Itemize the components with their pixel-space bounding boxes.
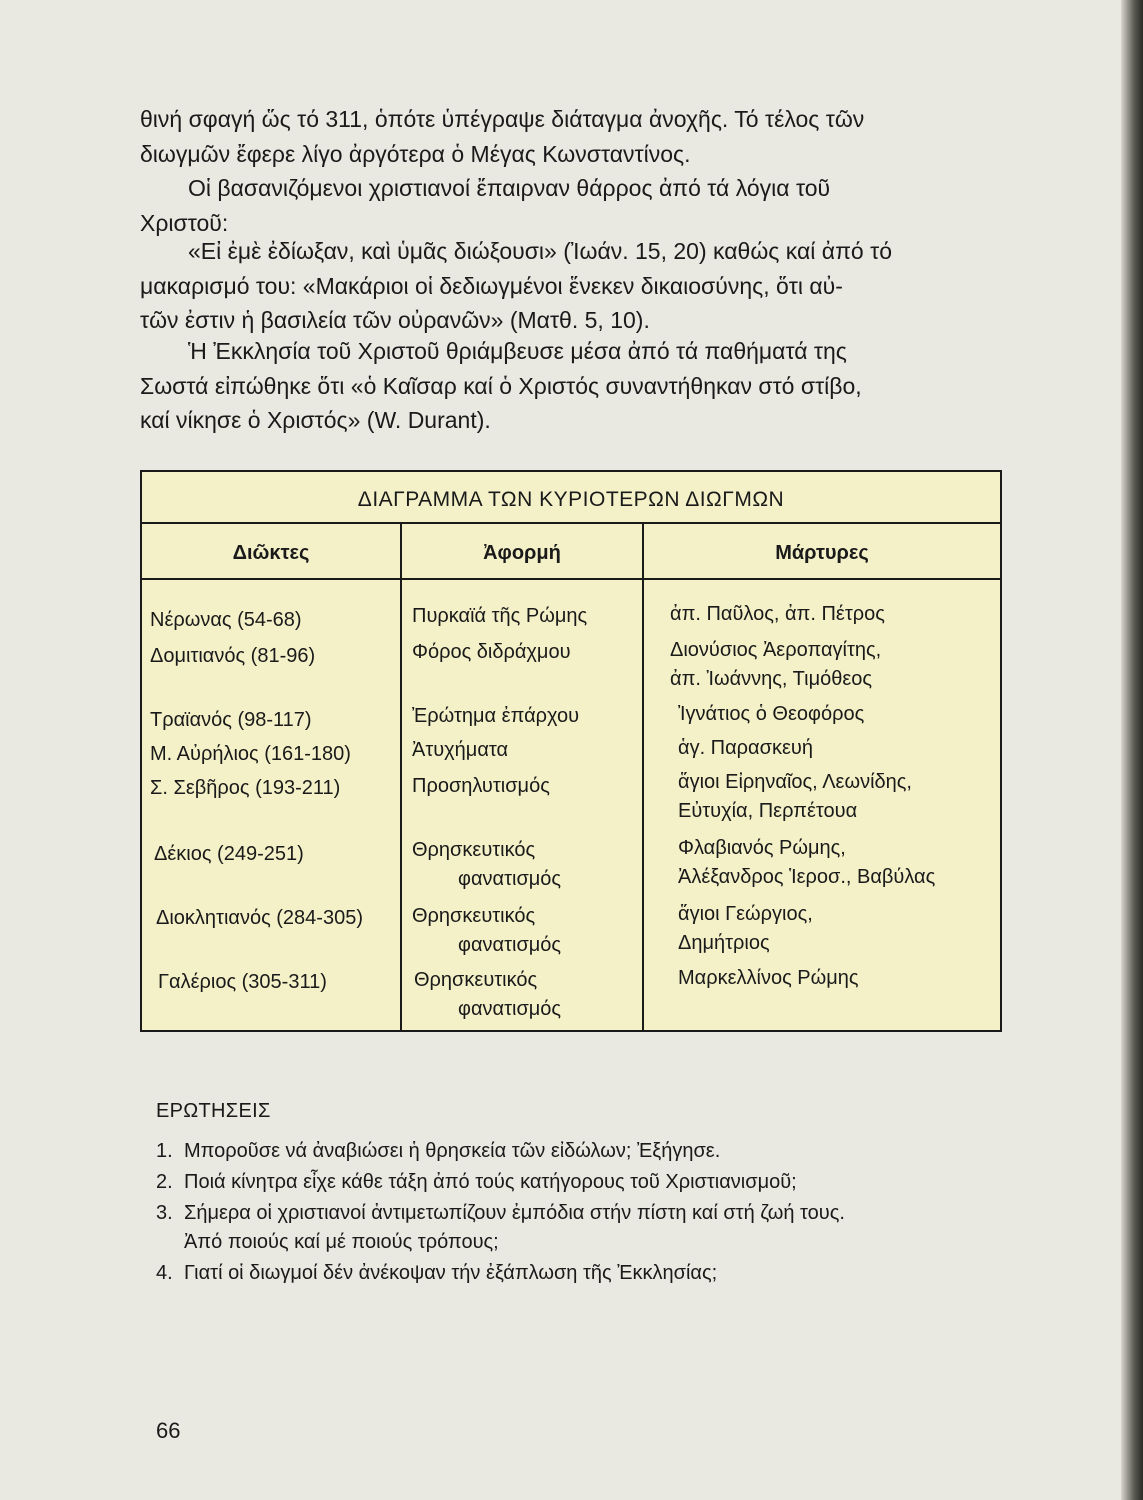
cell-martyrs: Φλαβιανός Ρώμης,	[678, 837, 846, 859]
text-line: τῶν ἐστιν ἡ βασιλεία τῶν οὐρανῶν» (Ματθ. 5, 10).	[140, 307, 650, 333]
cell-cause: Ἀτυχήματα	[412, 739, 509, 761]
cell-martyrs: Μαρκελλίνος Ρώμης	[678, 967, 859, 989]
question-text: Ποιά κίνητρα εἶχε κάθε τάξη ἀπό τούς κατήγορους τοῦ Χριστιανισμοῦ;	[184, 1171, 797, 1193]
cell-cause: Φόρος διδράχμου	[412, 641, 571, 663]
cell-martyrs: ἅγιοι Γεώργιος,	[678, 903, 813, 925]
text-line: διωγμῶν ἔφερε λίγο ἀργότερα ὁ Μέγας Κωνσταντίνος.	[140, 140, 691, 167]
cell-persecutor: Διοκλητιανός (284-305)	[156, 907, 363, 929]
header-cause: Ἀφορμή	[483, 542, 561, 564]
table-header-row	[142, 522, 1000, 580]
cell-martyrs: Δημήτριος	[678, 932, 770, 954]
paragraph-3	[140, 234, 1000, 338]
cell-martyrs: Διονύσιος Ἀεροπαγίτης,	[670, 639, 882, 661]
cell-persecutor: Σ. Σεβῆρος (193-211)	[150, 777, 341, 799]
paragraph-2	[140, 171, 1000, 240]
questions-heading: ΕΡΩΤΗΣΕΙΣ	[156, 1100, 271, 1122]
question-number: 4.	[156, 1262, 173, 1284]
cell-cause: Θρησκευτικός	[412, 905, 536, 927]
cell-martyrs: Ἰγνάτιος ὁ Θεοφόρος	[678, 703, 865, 725]
cell-cause: Θρησκευτικός	[414, 969, 538, 991]
cell-persecutor: Τραϊανός (98-117)	[150, 709, 312, 731]
cell-persecutor: Γαλέριος (305-311)	[158, 971, 327, 993]
cell-cause: Θρησκευτικός	[412, 839, 536, 861]
column-divider	[642, 522, 644, 1030]
question-item	[156, 1168, 1016, 1197]
question-number: 3.	[156, 1202, 173, 1224]
cell-martyrs: ἀπ. Παῦλος, ἀπ. Πέτρος	[670, 603, 885, 625]
question-number: 2.	[156, 1171, 173, 1193]
cell-cause: Προσηλυτισμός	[412, 775, 550, 797]
cell-martyrs: ἁγ. Παρασκευή	[678, 737, 813, 759]
paragraph-1	[140, 102, 1000, 171]
cell-martyrs: ἀπ. Ἰωάννης, Τιμόθεος	[670, 668, 873, 690]
questions-section	[156, 1100, 1016, 1290]
question-number: 1.	[156, 1140, 173, 1162]
question-text: Ἀπό ποιούς καί μέ ποιούς τρόπους;	[184, 1231, 499, 1253]
page-number: 66	[156, 1418, 181, 1443]
cell-cause: φανατισμός	[458, 934, 562, 956]
cell-cause: φανατισμός	[458, 868, 562, 890]
text-line: Χριστοῦ:	[140, 209, 229, 236]
cell-persecutor: Δέκιος (249-251)	[154, 843, 304, 865]
header-martyrs: Μάρτυρες	[775, 542, 869, 564]
cell-martyrs: ἅγιοι Εἰρηναῖος, Λεωνίδης,	[678, 771, 912, 793]
text-line: Οἱ βασανιζόμενοι χριστιανοί ἔπαιρναν θάρρος ἀπό τά λόγια τοῦ	[188, 175, 831, 201]
text-line: μακαρισμό του: «Μακάριοι οἱ δεδιωγμένοι ἕνεκεν δικαιοσύνης, ὅτι αὐ-	[140, 272, 843, 299]
text-line: «Εἰ ἐμὲ ἐδίωξαν, καὶ ὑμᾶς διώξουσι» (Ἰωάν. 15, 20) καθώς καί ἀπό τό	[188, 238, 892, 264]
text-line: Σωστά εἰπώθηκε ὅτι «ὁ Καῖσαρ καί ὁ Χριστός συναντήθηκαν στό στίβο,	[140, 372, 862, 399]
paragraph-4	[140, 334, 1000, 438]
question-text: Σήμερα οἱ χριστιανοί ἀντιμετωπίζουν ἐμπόδια στήν πίστη καί στή ζωή τους.	[184, 1202, 845, 1224]
text-line: θινή σφαγή ὥς τό 311, ὁπότε ὑπέγραψε διάταγμα ἀνοχῆς. Τό τέλος τῶν	[140, 106, 865, 132]
question-item	[156, 1199, 1016, 1257]
text-line: καί νίκησε ὁ Χριστός» (W. Durant).	[140, 407, 491, 433]
header-persecutors: Διῶκτες	[232, 542, 310, 564]
cell-cause: Ἐρώτημα ἐπάρχου	[412, 705, 580, 727]
cell-persecutor: Μ. Αὐρήλιος (161-180)	[150, 743, 351, 765]
cell-cause: Πυρκαϊά τῆς Ρώμης	[412, 605, 588, 627]
question-item	[156, 1259, 1016, 1288]
cell-persecutor: Δομιτιανός (81-96)	[150, 645, 316, 667]
book-spine-edge	[1121, 0, 1143, 1500]
table-title: ΔΙΑΓΡΑΜΜΑ ΤΩΝ ΚΥΡΙΟΤΕΡΩΝ ΔΙΩΓΜΩΝ	[142, 472, 1000, 524]
question-text: Γιατί οἱ διωγμοί δέν ἀνέκοψαν τήν ἐξάπλωση τῆς Ἐκκλησίας;	[184, 1262, 718, 1284]
text-line: Ἡ Ἐκκλησία τοῦ Χριστοῦ θριάμβευσε μέσα ἀπό τά παθήματά της	[188, 338, 847, 364]
persecutions-table	[140, 470, 1002, 1032]
cell-cause: φανατισμός	[458, 998, 562, 1020]
question-text: Μποροῦσε νά ἀναβιώσει ἡ θρησκεία τῶν εἰδώλων; Ἐξήγησε.	[184, 1140, 721, 1162]
cell-persecutor: Νέρωνας (54-68)	[150, 609, 302, 631]
cell-martyrs: Ἀλέξανδρος Ἱεροσ., Βαβύλας	[678, 866, 936, 888]
cell-martyrs: Εὐτυχία, Περπέτουα	[678, 800, 858, 822]
question-item	[156, 1137, 1016, 1166]
column-divider	[400, 522, 402, 1030]
